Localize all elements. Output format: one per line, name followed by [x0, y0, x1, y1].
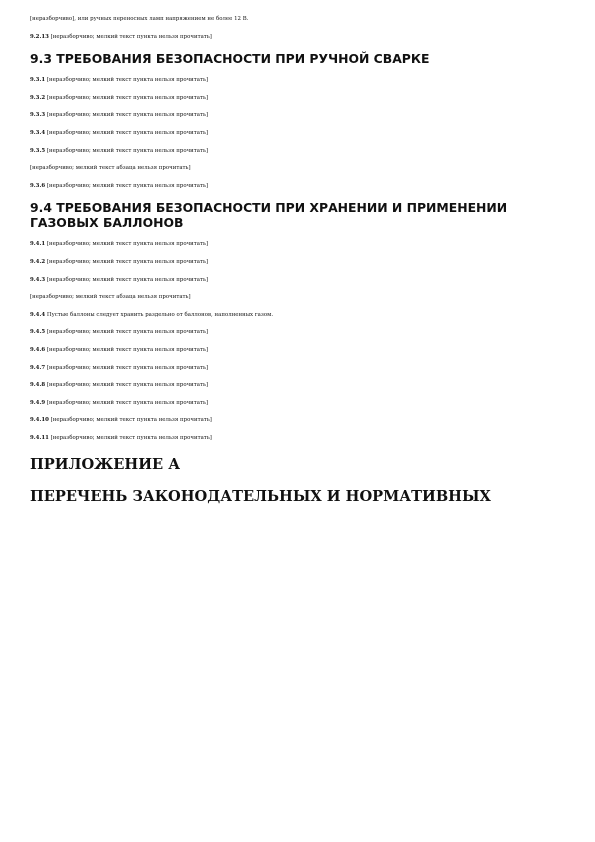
paragraph-9-3-3	[30, 111, 539, 120]
paragraph-number: 9.4.10	[30, 417, 49, 424]
paragraph-text: [неразборчиво; мелкий текст пункта нельзя прочитать]	[46, 346, 209, 353]
paragraph-number: 9.4.2	[30, 258, 46, 265]
paragraph-text: [неразборчиво; мелкий текст пункта нельзя прочитать]	[46, 276, 209, 283]
paragraph-9-4-4	[30, 311, 539, 320]
paragraph-text: [неразборчиво; мелкий текст пункта нельзя прочитать]	[46, 112, 209, 119]
paragraph-number: 9.4.1	[30, 241, 46, 248]
paragraph-9-4-10	[30, 416, 539, 425]
paragraph-number: 9.4.11	[30, 434, 49, 441]
paragraph-text: [неразборчиво; мелкий текст пункта нельзя прочитать]	[50, 33, 212, 40]
paragraph-number: 9.3.5	[30, 147, 46, 154]
paragraph-number: 9.3.4	[30, 129, 46, 136]
paragraph-text: [неразборчиво; мелкий текст пункта нельзя прочитать]	[46, 258, 209, 265]
paragraph-text: [неразборчиво; мелкий текст пункта нельзя прочитать]	[46, 147, 209, 154]
paragraph-9-4-3	[30, 276, 539, 285]
section-9-3-heading: 9.3 ТРЕБОВАНИЯ БЕЗОПАСНОСТИ ПРИ РУЧНОЙ СВАРКЕ	[30, 51, 430, 67]
paragraph-9-4-6	[30, 346, 539, 355]
paragraph-9-4-2	[30, 258, 539, 267]
paragraph-number: 9.4.9	[30, 399, 46, 406]
paragraph-text: [неразборчиво; мелкий текст пункта нельзя прочитать]	[46, 364, 209, 371]
paragraph-text: [неразборчиво], или ручных переносных ламп напряжением не более 12 В.	[30, 16, 249, 22]
paragraph-text: [неразборчиво; мелкий текст пункта нельзя прочитать]	[46, 94, 209, 101]
paragraph-text: [неразборчиво; мелкий текст абзаца нельзя прочитать]	[30, 294, 191, 301]
paragraph-number: 9.4.6	[30, 346, 46, 353]
paragraph-9-3-6	[30, 182, 539, 191]
paragraph-9-3-2	[30, 94, 539, 103]
paragraph-text: [неразборчиво; мелкий текст пункта нельзя прочитать]	[50, 434, 212, 441]
paragraph-9-2-13	[30, 33, 539, 42]
paragraph-9-4-3-continued	[30, 293, 539, 302]
paragraph-number: 9.4.5	[30, 329, 46, 336]
paragraph-9-3-1	[30, 76, 539, 85]
paragraph-9-4-7	[30, 364, 539, 373]
paragraph-continued	[30, 15, 539, 24]
paragraph-9-4-5	[30, 328, 539, 337]
paragraph-9-3-5-continued	[30, 164, 539, 173]
paragraph-9-4-8	[30, 381, 539, 390]
paragraph-number: 9.4.4	[30, 311, 46, 318]
paragraph-number: 9.4.7	[30, 364, 46, 371]
paragraph-text: [неразборчиво; мелкий текст пункта нельзя прочитать]	[46, 77, 209, 84]
paragraph-number: 9.3.6	[30, 182, 46, 189]
section-9-4-heading: 9.4 ТРЕБОВАНИЯ БЕЗОПАСНОСТИ ПРИ ХРАНЕНИИ И ПРИМЕНЕНИИ ГАЗОВЫХ БАЛЛОНОВ	[30, 200, 508, 231]
paragraph-9-4-11	[30, 434, 539, 443]
paragraph-number: 9.3.3	[30, 112, 46, 119]
paragraph-number: 9.3.1	[30, 77, 46, 84]
paragraph-9-3-5	[30, 147, 539, 156]
paragraph-text: [неразборчиво; мелкий текст абзаца нельзя прочитать]	[30, 165, 191, 172]
appendix-subtitle: ПЕРЕЧЕНЬ ЗАКОНОДАТЕЛЬНЫХ И НОРМАТИВНЫХ	[30, 488, 491, 506]
paragraph-number: 9.4.3	[30, 276, 46, 283]
paragraph-text: [неразборчиво; мелкий текст пункта нельзя прочитать]	[50, 417, 212, 424]
paragraph-9-3-4	[30, 129, 539, 138]
paragraph-text: Пустые баллоны следует хранить раздельно от баллонов, наполненных газом.	[46, 311, 274, 318]
paragraph-text: [неразборчиво; мелкий текст пункта нельзя прочитать]	[46, 129, 209, 136]
paragraph-number: 9.4.8	[30, 382, 46, 389]
paragraph-text: [неразборчиво; мелкий текст пункта нельзя прочитать]	[46, 241, 209, 248]
paragraph-text: [неразборчиво; мелкий текст пункта нельзя прочитать]	[46, 182, 209, 189]
paragraph-text: [неразборчиво; мелкий текст пункта нельзя прочитать]	[46, 382, 209, 389]
paragraph-9-4-9	[30, 399, 539, 408]
paragraph-text: [неразборчиво; мелкий текст пункта нельзя прочитать]	[46, 329, 209, 336]
appendix-title: ПРИЛОЖЕНИЕ А	[30, 456, 181, 474]
paragraph-text: [неразборчиво; мелкий текст пункта нельзя прочитать]	[46, 399, 209, 406]
paragraph-number: 9.3.2	[30, 94, 46, 101]
paragraph-9-4-1	[30, 240, 539, 249]
paragraph-number: 9.2.13	[30, 33, 49, 40]
